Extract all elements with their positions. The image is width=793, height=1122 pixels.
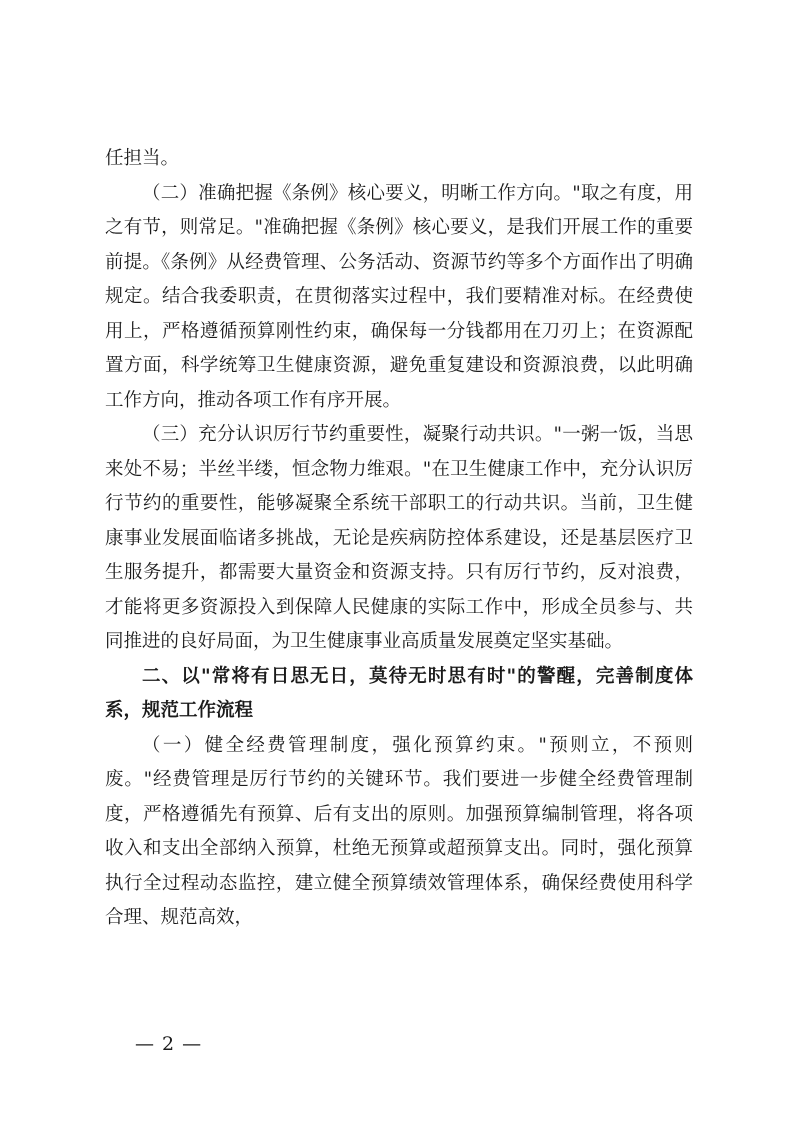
part-two-heading: 二、以"常将有日思无日，莫待无时思有时"的警醒，完善制度体系，规范工作流程 [105,665,693,721]
document-page [105,142,693,936]
section-heading-2: （二）准确把握《条例》核心要义，明晰工作方向。 [142,182,573,204]
section-body-1: "预则立，不预则废。"经费管理是厉行节约的关键环节。我们要进一步健全经费管理制度，严格遵循先有预算、后有支出的原则。加强预算编制管理，将各项收入和支出全部纳入预算，杜绝无预算或超预算支出。同时，强化预算执行全过程动态监控，建立健全预算绩效管理体系，确保经费使用科学合理、规范高效， [105,734,693,928]
section-paragraph-2 [105,177,693,419]
continuation-paragraph: 任担当。 [105,148,180,169]
section-heading-3: （三）充分认识厉行节约重要性，凝聚行动共识。 [142,424,554,445]
section-body-3: "一粥一饭，当思来处不易；半丝半缕，恒念物力维艰。"在卫生健康工作中，充分认识厉行节约的重要性，能够凝聚全系统干部职工的行动共识。当前，卫生健康事业发展面临诸多挑战，无论是疾病防控体系建设，还是基层医疗卫生服务提升，都需要大量资金和资源支持。只有厉行节约，反对浪费，才能将更多资源投入到保障人民健康的实际工作中，形成全员参与、共同推进的良好局面，为卫生健康事业高质量发展奠定坚实基础。 [105,424,693,652]
page-number: — 2 — [135,1033,203,1055]
section-heading-1: （一）健全经费管理制度，强化预算约束。 [142,734,539,756]
section-body-2: "取之有度，用之有节，则常足。"准确把握《条例》核心要义，是我们开展工作的重要前提。《条例》从经费管理、公务活动、资源节约等多个方面作出了明确规定。结合我委职责，在贯彻落实过程中，我们要精准对标。在经费使用上，严格遵循预算刚性约束，确保每一分钱都用在刀刃上；在资源配置方面，科学统筹卫生健康资源，避免重复建设和资源浪费，以此明确工作方向，推动各项工作有序开展。 [105,182,693,411]
section-paragraph-3 [105,418,693,660]
section-paragraph-1 [105,729,693,936]
